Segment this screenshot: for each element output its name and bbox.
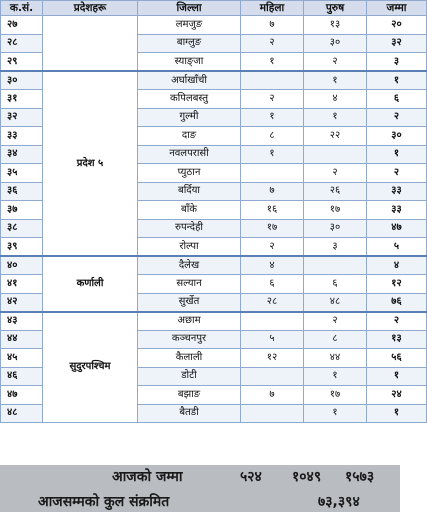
female-cell (241, 71, 304, 90)
male-cell: १७ (304, 386, 367, 405)
district-cell: कैलाली (138, 349, 241, 368)
female-cell: ७ (241, 386, 304, 405)
female-cell: ५ (241, 330, 304, 349)
serial-cell: ३६ (1, 182, 43, 201)
serial-cell: ३९ (1, 238, 43, 257)
male-cell: ८ (304, 330, 367, 349)
female-cell: १६ (241, 201, 304, 220)
female-cell (241, 164, 304, 183)
serial-cell: ३७ (1, 201, 43, 220)
female-cell: ८ (241, 127, 304, 146)
serial-cell: २९ (1, 53, 43, 72)
serial-cell: ३५ (1, 164, 43, 183)
male-cell: २६ (304, 182, 367, 201)
total-cell: १ (367, 145, 427, 164)
female-cell: ४ (241, 256, 304, 275)
male-cell: २ (304, 312, 367, 331)
total-cell: ३२ (367, 34, 427, 53)
female-cell: ७ (241, 182, 304, 201)
female-cell (241, 367, 304, 386)
female-cell: १२ (241, 349, 304, 368)
table-row (1, 312, 427, 331)
district-cell: सुर्खेत (138, 293, 241, 312)
serial-cell: ३८ (1, 219, 43, 238)
totals-bar (0, 465, 400, 512)
district-cell: डोटी (138, 367, 241, 386)
district-cell: स्याङ्जा (138, 53, 241, 72)
district-cell: दैलेख (138, 256, 241, 275)
header-total: जम्मा (367, 1, 427, 16)
header-province: प्रदेशहरू (43, 1, 138, 16)
province-cell (43, 16, 138, 72)
serial-cell: ४७ (1, 386, 43, 405)
district-cell: बैतडी (138, 404, 241, 423)
serial-cell: ४६ (1, 367, 43, 386)
table-body (1, 16, 427, 423)
district-cell: रुपन्देही (138, 219, 241, 238)
female-cell: ७ (241, 16, 304, 35)
serial-cell: ४४ (1, 330, 43, 349)
male-cell: ३० (304, 219, 367, 238)
female-cell (241, 404, 304, 423)
female-cell: २८ (241, 293, 304, 312)
male-cell: ४४ (304, 349, 367, 368)
male-cell: ४ (304, 90, 367, 109)
total-cell: १२ (367, 275, 427, 294)
serial-cell: ३२ (1, 108, 43, 127)
today-total-label: आजको जम्मा (112, 469, 183, 485)
total-cell: ६ (367, 90, 427, 109)
serial-cell: २७ (1, 16, 43, 35)
total-cell: ३३ (367, 182, 427, 201)
district-cell: रोल्पा (138, 238, 241, 257)
total-cell: ५६ (367, 349, 427, 368)
serial-cell: ४२ (1, 293, 43, 312)
header-row (1, 1, 427, 16)
table-row (1, 71, 427, 90)
total-cell: ५ (367, 238, 427, 257)
table-row (1, 16, 427, 35)
total-cell: २ (367, 164, 427, 183)
district-cell: अर्घाखाँची (138, 71, 241, 90)
female-cell: २ (241, 90, 304, 109)
total-cell: ३३ (367, 201, 427, 220)
district-cell: बझाङ (138, 386, 241, 405)
district-cell: अछाम (138, 312, 241, 331)
district-cell: गुल्मी (138, 108, 241, 127)
total-cell: १ (367, 367, 427, 386)
serial-cell: ४० (1, 256, 43, 275)
serial-cell: ४८ (1, 404, 43, 423)
district-cell: दाङ (138, 127, 241, 146)
total-cell: ७६ (367, 293, 427, 312)
district-cell: लमजुङ (138, 16, 241, 35)
male-cell (304, 256, 367, 275)
female-cell: ६ (241, 275, 304, 294)
male-cell: १७ (304, 201, 367, 220)
male-cell: ३० (304, 34, 367, 53)
male-cell: ६ (304, 275, 367, 294)
total-cell: १३ (367, 330, 427, 349)
male-cell: १३ (304, 16, 367, 35)
female-cell: २ (241, 34, 304, 53)
total-cell: २ (367, 108, 427, 127)
female-cell: १ (241, 108, 304, 127)
female-cell (241, 312, 304, 331)
district-cell: बाँके (138, 201, 241, 220)
serial-cell: ३४ (1, 145, 43, 164)
male-cell: १ (304, 404, 367, 423)
province-cell: कर्णाली (43, 256, 138, 312)
male-cell (304, 145, 367, 164)
header-sn: क.सं. (1, 1, 43, 16)
header-female: महिला (241, 1, 304, 16)
total-cell: ४ (367, 256, 427, 275)
male-cell: २२ (304, 127, 367, 146)
district-cell: बर्दिया (138, 182, 241, 201)
total-cell: २० (367, 16, 427, 35)
female-cell: १७ (241, 219, 304, 238)
male-cell: ३ (304, 238, 367, 257)
serial-cell: २८ (1, 34, 43, 53)
male-cell: ४८ (304, 293, 367, 312)
header-district: जिल्ला (138, 1, 241, 16)
total-cell: ४७ (367, 219, 427, 238)
district-cell: सल्यान (138, 275, 241, 294)
total-cell: १ (367, 404, 427, 423)
serial-cell: ३१ (1, 90, 43, 109)
district-cell: प्युठान (138, 164, 241, 183)
district-cell: कञ्चनपुर (138, 330, 241, 349)
cumulative-label: आजसम्मको कुल संक्रमित (38, 494, 170, 510)
cumulative-value: ७३,३९४ (318, 494, 360, 510)
header-male: पुरुष (304, 1, 367, 16)
today-total-female: ५२४ (240, 469, 262, 485)
male-cell: २ (304, 164, 367, 183)
province-cell: प्रदेश ५ (43, 71, 138, 256)
female-cell: १ (241, 53, 304, 72)
district-cell: कपिलबस्तु (138, 90, 241, 109)
serial-cell: ३० (1, 71, 43, 90)
total-cell: २ (367, 312, 427, 331)
table-row (1, 256, 427, 275)
today-total-male: १०४९ (292, 469, 322, 485)
total-cell: १ (367, 71, 427, 90)
serial-cell: ४१ (1, 275, 43, 294)
serial-cell: ३३ (1, 127, 43, 146)
male-cell: १ (304, 367, 367, 386)
serial-cell: ४५ (1, 349, 43, 368)
district-cell: बाग्लुङ (138, 34, 241, 53)
male-cell: २ (304, 53, 367, 72)
total-cell: ३ (367, 53, 427, 72)
male-cell: १ (304, 108, 367, 127)
female-cell: १ (241, 145, 304, 164)
today-total-sum: १५७३ (345, 469, 375, 485)
total-cell: ३० (367, 127, 427, 146)
province-cell: सुदुरपश्चिम (43, 312, 138, 423)
total-cell: २४ (367, 386, 427, 405)
serial-cell: ४३ (1, 312, 43, 331)
district-cell: नवलपरासी (138, 145, 241, 164)
male-cell: १ (304, 71, 367, 90)
female-cell: २ (241, 238, 304, 257)
